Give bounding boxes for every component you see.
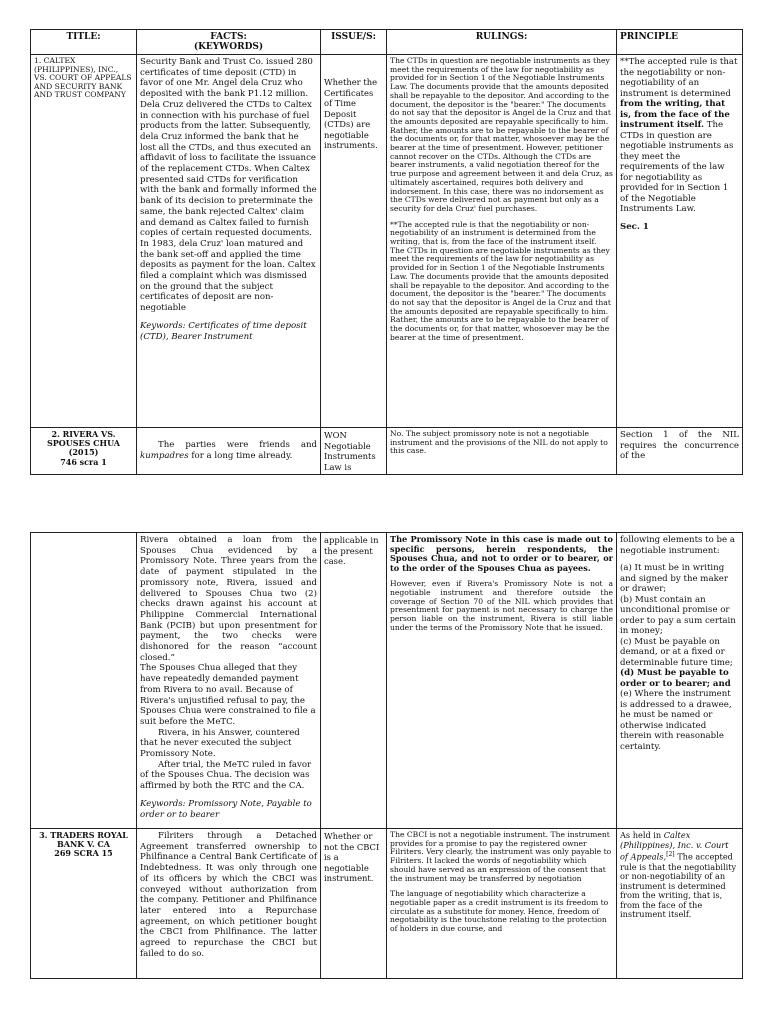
header-issue: ISSUE/S: [321, 30, 387, 55]
case3-principle: As held in Caltex (Philippines), Inc. v. Court of Appeals,[2] The accepted rule is that the negotiability or non-negotiability of an instrument is determined from the writing, that is, from the face of the instrument itself. [617, 829, 743, 979]
case2-facts-top: The parties were friends and kumpadres for a long time already. [137, 428, 321, 475]
case-row-traders [31, 829, 743, 979]
case2-title-cont [31, 533, 137, 829]
case2-principle-cont: following elements to be a negotiable instrument: (a) It must be in writing and signed by the maker or drawer; (b) Must contain an unconditional promise or order to pay a sum certain in money; (c) Must be payable on demand, or at a fixed or determinable future time; (d) Must be payable to order or to bearer; and (e) Where the instrument is addressed to a drawee, he must be named or otherwise indicated therein with reasonable certainty. [617, 533, 743, 829]
case1-issue: Whether the Certificates of Time Deposit (CTDs) are negotiable instruments. [321, 55, 387, 428]
header-facts [137, 30, 321, 55]
case3-issue: Whether or not the CBCI is a negotiable instrument. [321, 829, 387, 979]
case-row-rivera-cont [31, 533, 743, 829]
case2-principle-top: Section 1 of the NIL requires the concurrence of the [617, 428, 743, 475]
case3-facts: Filriters through a Detached Agreement transferred ownership to Philfinance a Central Bank Certificate of Indebtedness. It was only through one of its officers by which the CBCI was conveyed without authorization from the company. Petitioner and Philfinance later entered into a Repurchase agreement, on which petitioner bought the CBCI from Philfinance. The latter agreed to repurchase the CBCI but failed to do so. [137, 829, 321, 979]
case1-facts: Security Bank and Trust Co. issued 280 certificates of time deposit (CTD) in favor of one Mr. Angel dela Cruz who deposited with the bank P1.12 million. Dela Cruz delivered the CTDs to Caltex in connection with his purchase of fuel products from the latter. Subsequently, dela Cruz informed the bank that he lost all the CTDs, and thus executed an affidavit of loss to facilitate the issuance of the replacement CTDs. When Caltex presented said CTDs for verification with the bank and formally informed the bank of its decision to preterminate the same, the bank rejected Caltex' claim and demand as Caltex failed to furnish copies of certain requested documents. In 1983, dela Cruz' loan matured and the bank set-off and applied the time deposits as payment for the loan. Caltex filed a complaint which was dismissed on the ground that the subject certificates of deposit are non-negotiable Keywords: Certificates of time deposit (CTD), Bearer Instrument [137, 55, 321, 428]
digest-table-top [30, 29, 743, 475]
header-title: TITLE: [31, 30, 137, 55]
case1-principle: **The accepted rule is that the negotiability or non-negotiability of an instrument is determined from the writing, that is, from the face of the instrument itself. The CTDs in question are negotiable instruments as they meet the requirements of the law for negotiability as provided for in Section 1 of the Negotiable Instruments Law. Sec. 1 [617, 55, 743, 428]
case2-facts-cont: Rivera obtained a loan from the Spouses Chua evidenced by a Promissory Note. Three years from the date of payment stipulated in the promissory note, Rivera, issued and delivered to Spouses Chua two (2) checks drawn against his account at Philippine Commercial International Bank (PCIB) but upon presentment for payment, the two checks were dishonored for the reason “account closed.” The Spouses Chua alleged that they have repeatedly demanded payment from Rivera to no avail. Because of Rivera's unjustified refusal to pay, the Spouses Chua were constrained to file a suit before the MeTC. Rivera, in his Answer, countered that he never executed the subject Promissory Note. After trial, the MeTC ruled in favor of the Spouses Chua. The decision was affirmed by both the RTC and the CA. Keywords: Promissory Note, Payable to order or to bearer [137, 533, 321, 829]
case1-keywords: Keywords: Certificates of time deposit (CTD), Bearer Instrument [140, 320, 307, 342]
header-facts-label: FACTS: [210, 32, 247, 42]
case1-title: 1. CALTEX (PHILIPPINES), INC., VS. COURT OF APPEALS AND SECURITY BANK AND TRUST COMPANY [31, 55, 137, 428]
case-row-caltex [31, 55, 743, 428]
element-b: (b) Must contain an unconditional promise or order to pay a sum certain in money; [620, 594, 736, 636]
case2-ruling-top: No. The subject promissory note is not a negotiable instrument and the provisions of the NIL do not apply to this case. [387, 428, 617, 475]
case3-rulings: The CBCI is not a negotiable instrument. The instrument provides for a promise to pay the registered owner Filriters. Very clearly, the instrument was only payable to Filriters. It lacked the words of negotiability which should have served as an expression of the consent that the instrument may be transferred by negotiation The language of negotiability which characterize a negotiable paper as a credit instrument is its freedom to circulate as a substitute for money. Hence, freedom of negotiability is the touchstone relating to the protection of holders in due course, and [387, 829, 617, 979]
case2-issue-top: WON Negotiable Instruments Law is [321, 428, 387, 475]
case2-title: 2. RIVERA VS. SPOUSES CHUA (2015) 746 scra 1 [31, 428, 137, 475]
case1-section: Sec. 1 [620, 221, 649, 232]
case1-rulings: The CTDs in question are negotiable instruments as they meet the requirements of the law for negotiability as provided for in Section 1 of the Negotiable Instruments Law. The documents provide that the amounts deposited shall be repayable to the depositor. And according to the document, the depositor is the "bearer." The documents do not say that the depositor is Angel de la Cruz and that the amounts deposited are repayable specifically to him. Rather, the amounts are to be repayable to the bearer of the documents or, for that matter, whosoever may be the bearer at the time of presentment. However, petitioner cannot recover on the CTDs. Although the CTDs are bearer instruments, a valid negotiation thereof for the true purpose and agreement between it and dela Cruz, as ultimately ascertained, requires both delivery and indorsement. In this case, there was no indorsement as the CTDs were delivered not as payment but only as a security for dela Cruz' fuel purchases. **The accepted rule is that the negotiability or non-negotiability of an instrument is determined from the writing, that is, from the face of the instrument itself. The CTDs in question are negotiable instruments as they meet the requirements of the law for negotiability as provided for in Section 1 of the Negotiable Instruments Law. The documents provide that the amounts deposited shall be repayable to the depositor. And according to the document, the depositor is the "bearer." The documents do not say that the depositor is Angel de la Cruz and that the amounts deposited are repayable specifically to him. Rather, the amounts are to be repayable to the bearer of the documents or, for that matter, whosoever may be the bearer at the time of presentment. [387, 55, 617, 428]
case2-keywords: Keywords: Promissory Note, Payable to order or to bearer [140, 798, 312, 820]
case3-title: 3. TRADERS ROYAL BANK V. CA 269 SCRA 15 [31, 829, 137, 979]
element-e: (e) Where the instrument is addressed to a drawee, he must be named or otherwise indicated therein with reasonable certainty. [620, 689, 732, 752]
case2-ruling-cont: The Promissory Note in this case is made out to specific persons, herein respondents, the Spouses Chua, and not to order or to bearer, or to the order of the Spouses Chua as payees. However, even if Rivera's Promissory Note is not a negotiable instrument and therefore outside the coverage of Section 70 of the NIL which provides that presentment for payment is not necessary to charge the person liable on the instrument, Rivera is still liable under the terms of the Promissory Note that he issued. [387, 533, 617, 829]
case-row-rivera-top [31, 428, 743, 475]
case2-issue-cont: applicable in the present case. [321, 533, 387, 829]
element-a: (a) It must be in writing and signed by the maker or drawer; [620, 563, 728, 594]
digest-table-bottom [30, 532, 743, 979]
header-rulings: RULINGS: [387, 30, 617, 55]
element-d: (d) Must be payable to order or to bearer; and [620, 668, 731, 689]
element-c: (c) Must be payable on demand, or at a fixed or determinable future time; [620, 636, 733, 668]
header-row [31, 30, 743, 55]
header-facts-sub: (KEYWORDS) [193, 42, 264, 52]
header-principle: PRINCIPLE [617, 30, 743, 55]
